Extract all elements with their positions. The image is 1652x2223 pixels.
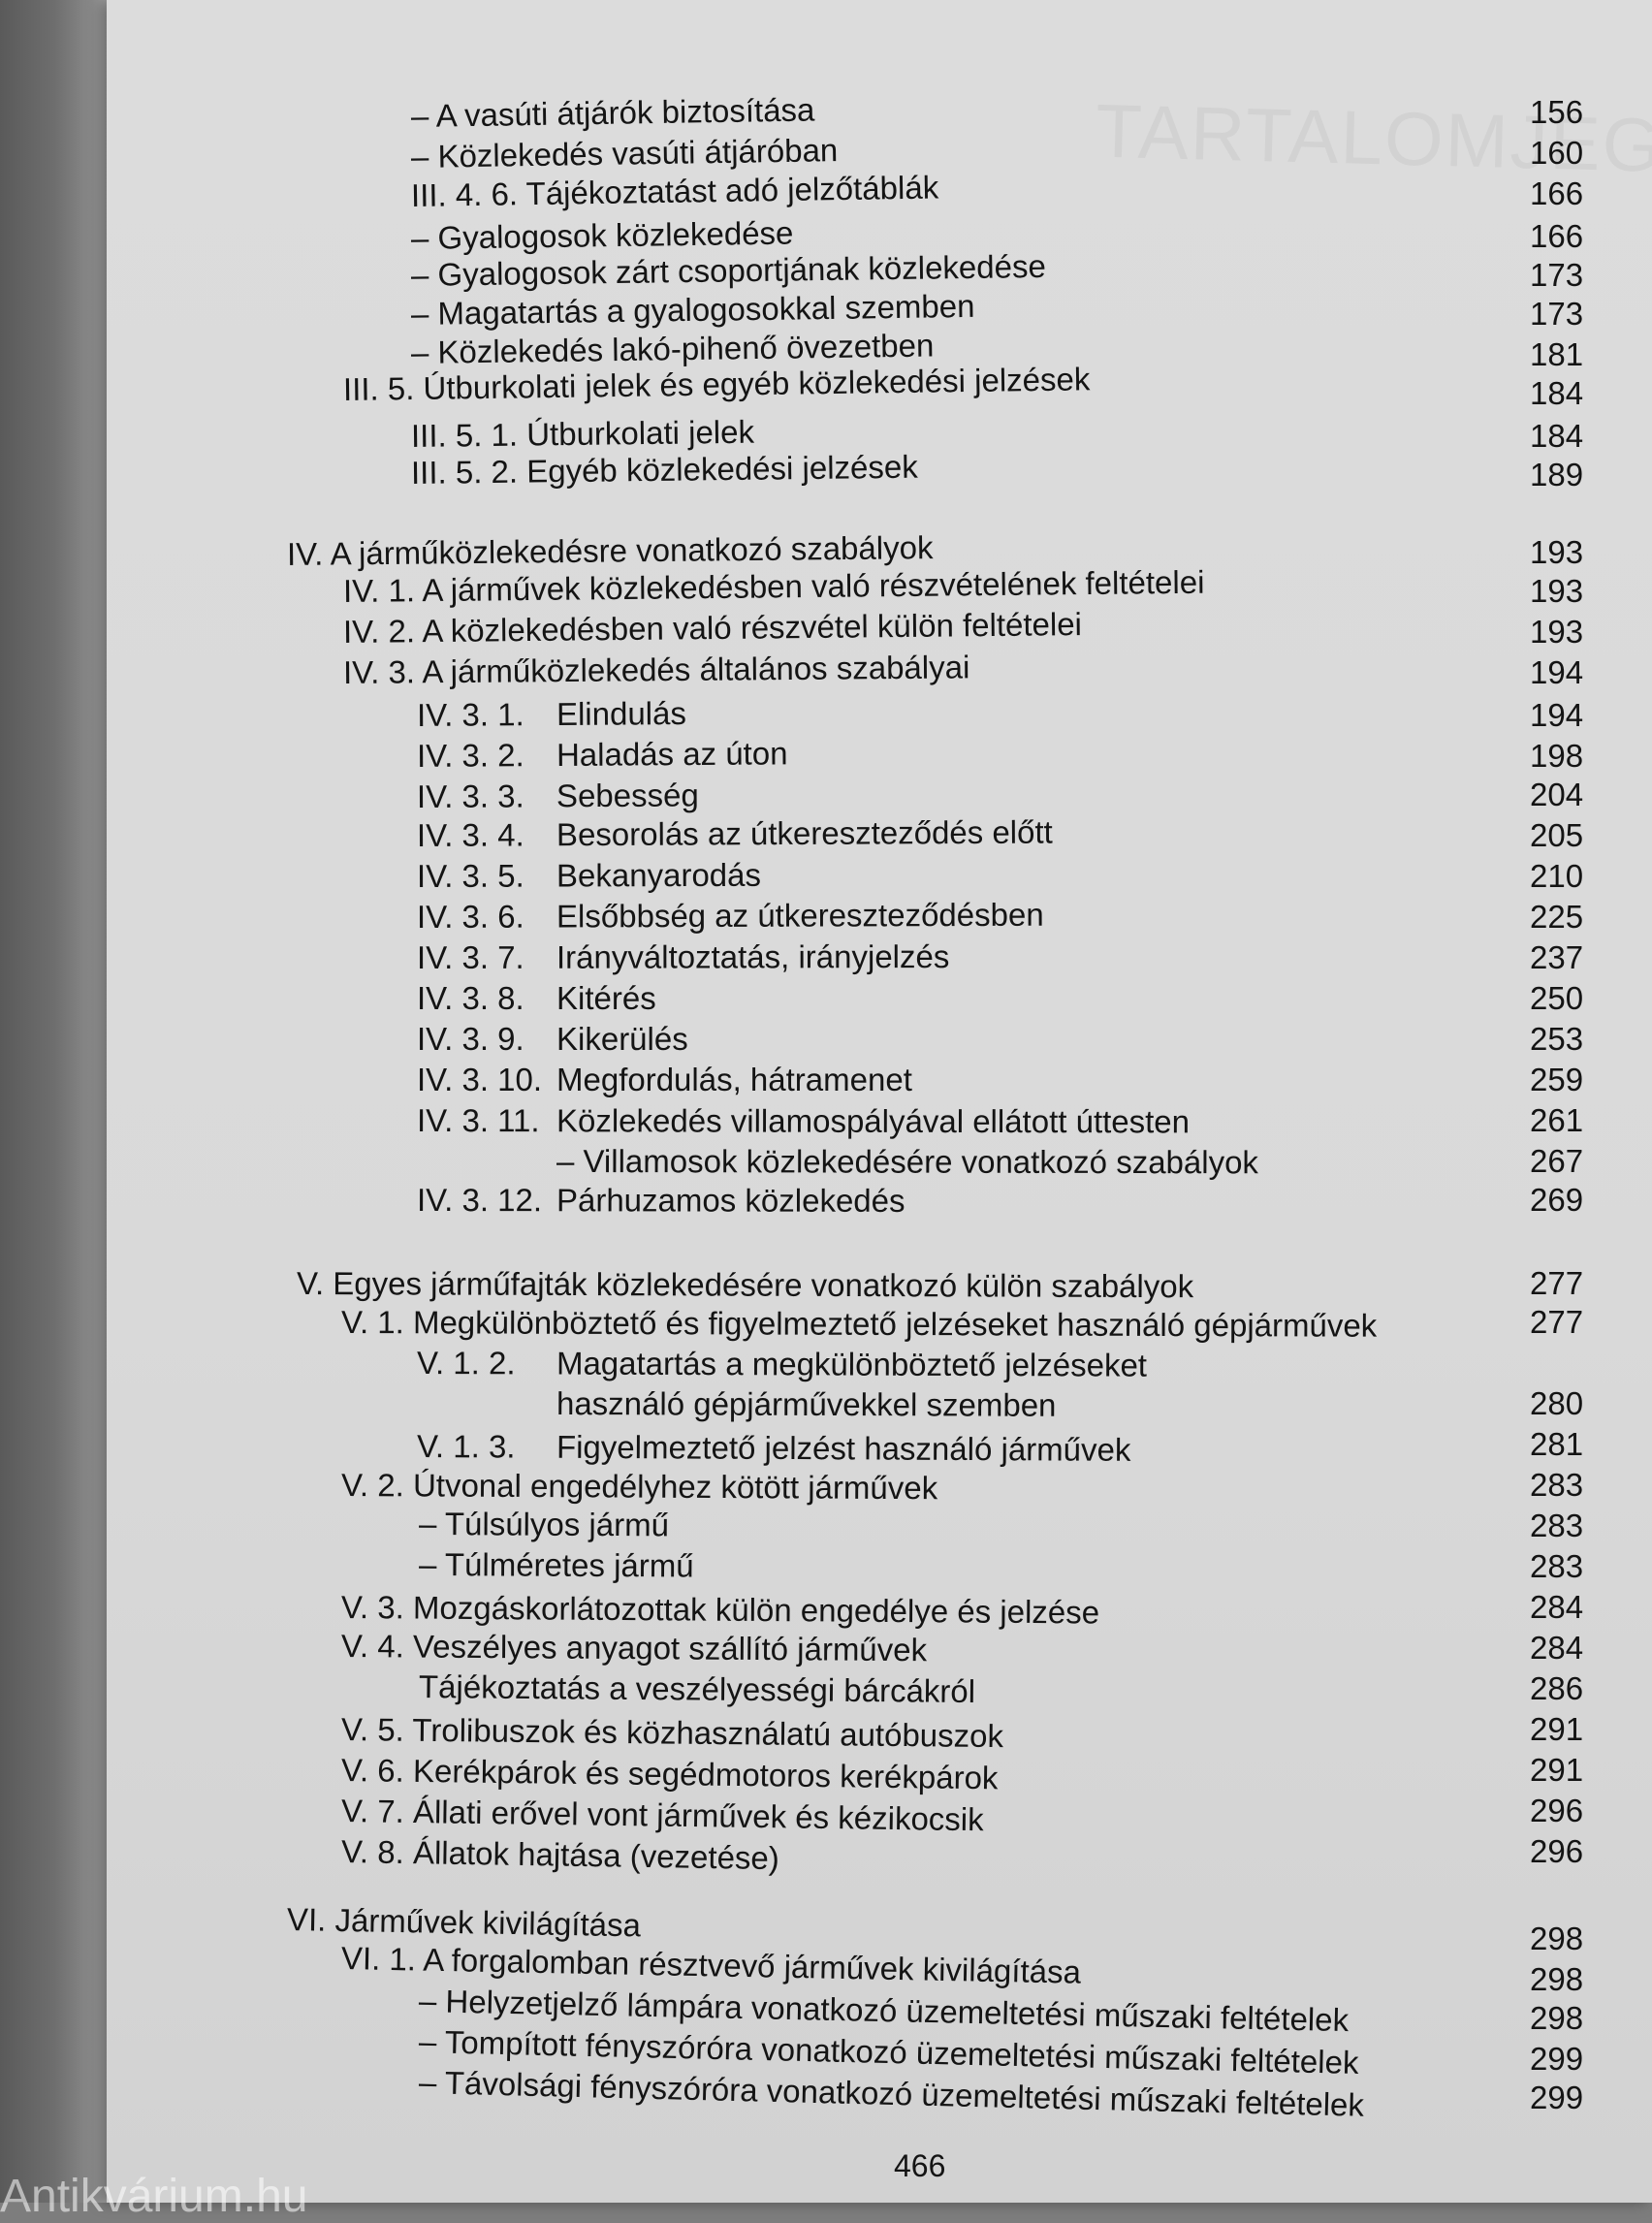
toc-entry <box>419 2063 420 2102</box>
toc-entry-page: 291 <box>1530 1751 1580 1790</box>
toc-entry-title: – Gyalogosok közlekedése <box>411 213 794 258</box>
toc-entry-page: 267 <box>1530 1142 1580 1181</box>
toc-entry-page: 296 <box>1530 1792 1580 1830</box>
toc-entry-title: Sebesség <box>556 776 699 815</box>
toc-entry-number: V. 1. 2. <box>417 1344 516 1382</box>
toc-entry-page: 259 <box>1530 1061 1580 1099</box>
toc-entry-number: IV. 3. 6. <box>417 898 524 937</box>
watermark: Antikvárium.hu <box>0 2170 307 2223</box>
toc-entry-title: – Magatartás a gyalogosokkal szemben <box>411 287 975 333</box>
toc-entry-title: Közlekedés villamospályával ellátott úttesten <box>556 1101 1190 1141</box>
toc-entry-page: 291 <box>1530 1710 1580 1749</box>
toc-entry-number: IV. 3. 10. <box>417 1061 542 1099</box>
toc-entry <box>411 256 412 295</box>
toc-entry-title: Megfordulás, hátramenet <box>556 1061 912 1099</box>
toc-entry-title: Bekanyarodás <box>556 856 761 896</box>
toc-entry-title: V. 8. Állatok hajtása (vezetése) <box>341 1832 779 1878</box>
toc-entry-title: – Tompított fényszóróra vonatkozó üzemeltetési műszaki feltételek <box>419 2022 1359 2082</box>
toc-entry-page: 166 <box>1530 175 1580 213</box>
page-number: 466 <box>894 2148 945 2184</box>
toc-entry-page: 296 <box>1530 1832 1580 1871</box>
toc-entry <box>341 1832 342 1871</box>
toc-entry-title: VI. Járművek kivilágítása <box>287 1900 642 1945</box>
toc-entry-page: 277 <box>1530 1264 1580 1303</box>
toc-entry-page: 173 <box>1530 256 1580 295</box>
toc-entry-title: – Közlekedés vasúti átjáróban <box>411 131 839 176</box>
toc-entry <box>411 295 412 333</box>
toc-entry-page: 277 <box>1530 1303 1580 1342</box>
toc-entry-page: 284 <box>1530 1588 1580 1627</box>
toc-entry-number: IV. 3. 4. <box>417 815 524 855</box>
toc-entry-title: Haladás az úton <box>556 734 788 775</box>
toc-entry <box>411 176 412 215</box>
toc-entry-page: 156 <box>1530 93 1580 132</box>
toc-entry-page: 269 <box>1530 1181 1580 1220</box>
toc-entry-title: – Gyalogosok zárt csoportjának közlekedése <box>411 247 1046 295</box>
toc-entry-page: 193 <box>1530 572 1580 611</box>
toc-entry-page: 184 <box>1530 374 1580 413</box>
toc-entry-title: Irányváltoztatás, irányjelzés <box>556 937 949 977</box>
toc-entry-title: III. 4. 6. Tájékoztatást adó jelzőtáblák <box>411 168 939 215</box>
book-spine <box>0 0 109 2203</box>
toc-entry-page: 184 <box>1530 417 1580 456</box>
toc-entry-page: 205 <box>1530 816 1580 855</box>
toc-entry-page: 280 <box>1530 1384 1580 1423</box>
toc-entry-title: Figyelmeztető jelzést használó járművek <box>556 1428 1131 1470</box>
toc-entry-page: 181 <box>1530 335 1580 374</box>
toc-entry-page: 283 <box>1530 1507 1580 1545</box>
toc-entry <box>419 2022 420 2061</box>
toc-entry-title: Párhuzamos közlekedés <box>556 1181 905 1221</box>
toc-entry-page: 198 <box>1530 737 1580 776</box>
toc-entry-number: IV. 3. 7. <box>417 938 524 977</box>
toc-entry-page: 250 <box>1530 979 1580 1018</box>
toc-entry-title: IV. A járműközlekedésre vonatkozó szabályok <box>287 528 934 574</box>
toc-entry-page: 283 <box>1530 1466 1580 1505</box>
toc-entry-page: 189 <box>1530 456 1580 494</box>
toc-entry-title: V. 3. Mozgáskorlátozottak külön engedélye és jelzése <box>341 1588 1099 1632</box>
toc-entry-title: III. 5. 2. Egyéb közlekedési jelzések <box>411 448 918 492</box>
toc-entry-number: V. 1. 3. <box>417 1427 516 1467</box>
toc-entry <box>287 1900 288 1939</box>
toc-entry <box>341 1792 342 1830</box>
toc-entry-page: 299 <box>1530 2040 1580 2079</box>
toc-entry-title: V. Egyes járműfajták közlekedésére vonatkozó külön szabályok <box>297 1264 1193 1306</box>
toc-entry-page: 261 <box>1530 1101 1580 1140</box>
toc-entry-title: V. 2. Útvonal engedélyhez kötött járművek <box>341 1466 937 1508</box>
toc-entry <box>341 1939 342 1978</box>
toc-entry-page: 298 <box>1530 1920 1580 1958</box>
toc-entry-title: IV. 3. A járműközlekedés általános szabályai <box>343 648 970 692</box>
toc-entry-page: 286 <box>1530 1669 1580 1708</box>
toc-entry-page: 193 <box>1530 533 1580 572</box>
toc-entry-page: 253 <box>1530 1020 1580 1059</box>
toc-entry-page: 284 <box>1530 1629 1580 1667</box>
toc-entry-page: 281 <box>1530 1425 1580 1464</box>
toc-entry-title: III. 5. Útburkolati jelek és egyéb közlekedési jelzések <box>343 360 1091 409</box>
toc-entry <box>411 333 412 372</box>
toc-entry <box>411 138 412 176</box>
toc-entry-page: 166 <box>1530 217 1580 256</box>
toc-entry-title: – Távolsági fényszóróra vonatkozó üzemeltetési műszaki feltételek <box>419 2063 1365 2125</box>
toc-entry-title: V. 7. Állati erővel vont járművek és kézikocsik <box>341 1792 984 1839</box>
toc-entry-title: – Közlekedés lakó-pihenő övezetben <box>411 326 935 372</box>
toc-entry-page: 160 <box>1530 134 1580 173</box>
toc-entry-page: 225 <box>1530 898 1580 937</box>
toc-entry-number: IV. 3. 1. <box>417 695 524 735</box>
toc-entry <box>343 370 344 409</box>
toc-entry-title: használó gépjárművekkel szemben <box>556 1384 1057 1425</box>
toc-entry-title: VI. 1. A forgalomban résztvevő járművek kivilágítása <box>341 1939 1082 1992</box>
toc-entry-title: Elsőbbség az útkereszteződésben <box>556 896 1044 937</box>
toc-entry-title: Besorolás az útkereszteződés előtt <box>556 813 1053 855</box>
toc-entry-page: 173 <box>1530 295 1580 333</box>
toc-entry-page: 193 <box>1530 613 1580 651</box>
toc-entry-page: 298 <box>1530 1999 1580 2038</box>
toc-entry <box>419 1982 420 2020</box>
toc-entry-title: IV. 2. A közlekedésben való részvétel külön feltételei <box>343 605 1082 651</box>
toc-entry-title: V. 5. Trolibuszok és közhasználatú autóbuszok <box>341 1710 1003 1756</box>
toc-entry-title: Kikerülés <box>556 1020 688 1059</box>
toc-entry <box>411 219 412 258</box>
toc-entry-page: 237 <box>1530 938 1580 977</box>
toc-entry-number: IV. 3. 8. <box>417 979 524 1018</box>
toc-entry <box>411 97 412 136</box>
toc-entry-title: Kitérés <box>556 979 656 1018</box>
toc-entry-number: IV. 3. 12. <box>417 1181 542 1220</box>
toc-entry-title: – Túlméretes jármű <box>419 1545 694 1585</box>
toc-entry-page: 194 <box>1530 696 1580 735</box>
toc-entry-page: 298 <box>1530 1960 1580 1999</box>
toc-entry-page: 283 <box>1530 1547 1580 1586</box>
toc-entry-number: IV. 3. 2. <box>417 736 524 776</box>
toc-entry-title: III. 5. 1. Útburkolati jelek <box>411 413 754 456</box>
toc-entry-title: Tájékoztatás a veszélyességi bárcákról <box>419 1667 975 1711</box>
toc-entry-title: V. 1. Megkülönböztető és figyelmeztető jelzéseket használó gépjárművek <box>341 1303 1377 1346</box>
toc-entry-title: V. 6. Kerékpárok és segédmotoros kerékpárok <box>341 1751 999 1797</box>
toc-entry-number: IV. 3. 9. <box>417 1020 524 1059</box>
toc-entry-title: Magatartás a megkülönböztető jelzéseket <box>556 1345 1147 1385</box>
toc-entry-title: V. 4. Veszélyes anyagot szállító járművek <box>341 1627 927 1669</box>
toc-entry-title: – Villamosok közlekedésére vonatkozó szabályok <box>556 1142 1258 1182</box>
toc-entry-title: – Túlsúlyos jármű <box>419 1505 669 1544</box>
toc-entry-page: 210 <box>1530 857 1580 896</box>
toc-entry-page: 299 <box>1530 2079 1580 2117</box>
toc-entry-number: IV. 3. 11. <box>417 1101 540 1140</box>
toc-entry-title: – Helyzetjelző lámpára vonatkozó üzemeltetési műszaki feltételek <box>419 1982 1350 2040</box>
toc-entry-number: IV. 3. 3. <box>417 777 524 816</box>
toc-entry-title: IV. 1. A járművek közlekedésben való részvételének feltételei <box>343 563 1205 611</box>
toc-entry-page: 204 <box>1530 776 1580 814</box>
toc-entry-page: 194 <box>1530 653 1580 692</box>
toc-entry-title: – A vasúti átjárók biztosítása <box>411 90 815 136</box>
toc-entry-title: Elindulás <box>556 694 686 734</box>
toc-entry-number: IV. 3. 5. <box>417 857 524 896</box>
